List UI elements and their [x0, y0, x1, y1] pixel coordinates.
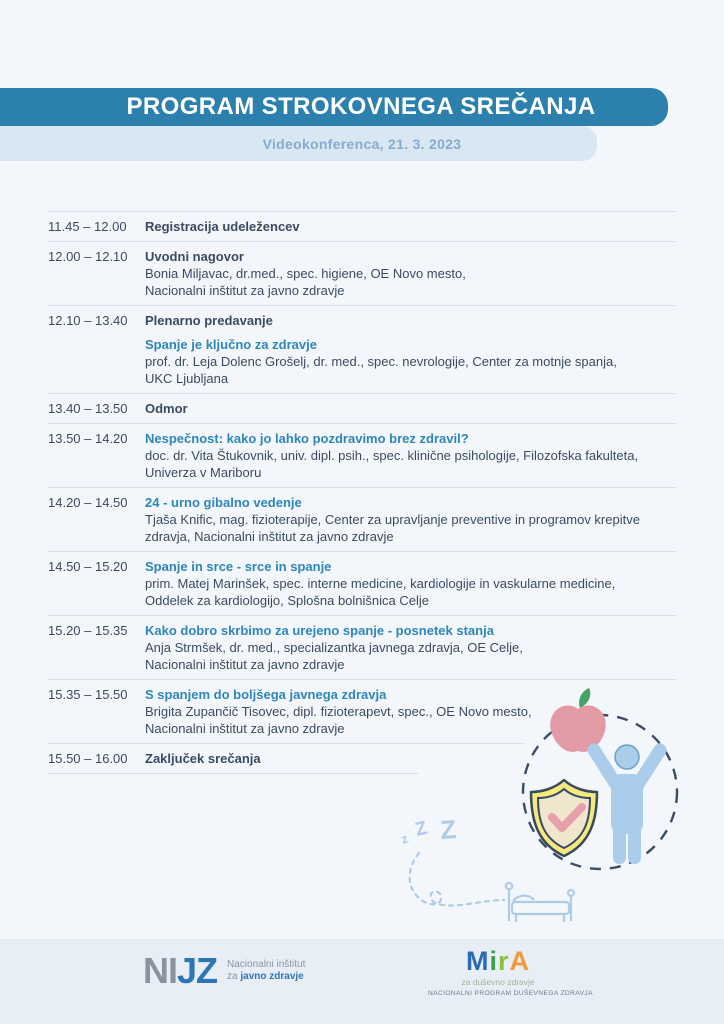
speaker-line: zdravja, Nacionalni inštitut za javno zdravje [145, 529, 394, 544]
agenda-time: 13.40 – 13.50 [48, 401, 128, 416]
agenda-title: 24 - urno gibalno vedenje [145, 495, 302, 510]
speaker-line: Univerza v Mariboru [145, 465, 262, 480]
svg-text:z: z [398, 830, 411, 847]
agenda-time: 13.50 – 14.20 [48, 431, 128, 446]
speaker-line: Bonia Miljavac, dr.med., spec. higiene, OE Novo mesto, [145, 266, 466, 281]
agenda-row-body [145, 686, 676, 737]
mira-logo [428, 946, 593, 997]
agenda-title: Odmor [145, 401, 188, 416]
agenda-time: 15.50 – 16.00 [48, 751, 128, 766]
agenda-row [48, 424, 676, 487]
nijz-wordmark: NIJZ [143, 950, 218, 991]
agenda-time: 14.20 – 14.50 [48, 495, 128, 510]
speaker-line: Brigita Zupančič Tisovec, dipl. fizioterapevt, spec., OE Novo mesto, [145, 704, 532, 719]
agenda-row [48, 680, 676, 743]
agenda-time: 12.00 – 12.10 [48, 249, 128, 264]
agenda-time: 15.20 – 15.35 [48, 623, 128, 638]
sleep-zzz-icon [399, 814, 457, 847]
bed-icon [506, 883, 574, 922]
svg-text:Z: Z [439, 813, 458, 845]
agenda-title: S spanjem do boljšega javnega zdravja [145, 687, 387, 702]
shield-check-icon [531, 780, 597, 856]
speaker-line: Tjaša Knific, mag. fizioterapije, Center za upravljanje preventive in programov krepitve [145, 512, 640, 527]
agenda-row [48, 552, 676, 615]
speaker-line: doc. dr. Vita Štukovnik, univ. dipl. psih., spec. klinične psihologije, Filozofska fakulteta, [145, 448, 639, 463]
agenda-row-body [145, 494, 676, 545]
event-subtitle: Videokonferenca, 21. 3. 2023 [262, 135, 462, 152]
speaker-line: Nacionalni inštitut za javno zdravje [145, 657, 345, 672]
agenda-time: 12.10 – 13.40 [48, 313, 128, 328]
agenda-row-body [145, 400, 676, 417]
agenda-row [48, 744, 676, 773]
agenda-row [48, 616, 676, 679]
mira-program-name: NACIONALNI PROGRAM DUŠEVNEGA ZDRAVJA [428, 990, 593, 997]
agenda-title: Registracija udeležencev [145, 219, 300, 234]
agenda-title: Kako dobro skrbimo za urejeno spanje - posnetek stanja [145, 623, 494, 638]
mira-tagline: za duševno zdravje [461, 977, 535, 987]
speaker-line: prof. dr. Leja Dolenc Grošelj, dr. med., spec. nevrologije, Center za motnje spanja, [145, 354, 617, 369]
nijz-logo-text: Nacionalni inštitut za javno zdravje [227, 959, 306, 982]
dashed-trail [410, 853, 504, 906]
mira-letter: A [509, 946, 531, 976]
agenda-title: Zaključek srečanja [145, 751, 261, 766]
speaker-line: UKC Ljubljana [145, 371, 229, 386]
footer [0, 939, 724, 1024]
mira-letter: M [465, 946, 490, 976]
speaker-line: Nacionalni inštitut za javno zdravje [145, 283, 345, 298]
agenda-row-body [145, 218, 676, 235]
row-divider [48, 773, 418, 774]
mira-wordmark [428, 947, 568, 975]
speaker-line: Oddelek za kardiologijo, Splošna bolnišnica Celje [145, 593, 430, 608]
agenda-title: Uvodni nagovor [145, 249, 244, 264]
agenda [48, 211, 676, 774]
agenda-row-body [145, 430, 676, 481]
agenda-row-body [145, 248, 676, 299]
agenda-row-body [145, 750, 676, 767]
agenda-time: 15.35 – 15.50 [48, 687, 128, 702]
svg-text:Z: Z [413, 817, 430, 841]
subheader-bar [0, 126, 597, 161]
mira-letter: i [489, 946, 498, 976]
page-title: PROGRAM STROKOVNEGA SREČANJA [126, 93, 596, 120]
agenda-row-body [145, 622, 676, 673]
nijz-logo [143, 950, 306, 991]
agenda-row [48, 212, 676, 241]
talk-title: Spanje je ključno za zdravje [145, 337, 317, 352]
agenda-title: Spanje in srce - srce in spanje [145, 559, 332, 574]
agenda-title: Plenarno predavanje [145, 313, 273, 328]
agenda-time: 11.45 – 12.00 [48, 219, 127, 234]
agenda-row [48, 394, 676, 423]
header-bar [0, 88, 668, 126]
speaker-line: Nacionalni inštitut za javno zdravje [145, 721, 345, 736]
agenda-title: Nespečnost: kako jo lahko pozdravimo brez zdravil? [145, 431, 469, 446]
speaker-line: Anja Strmšek, dr. med., specializantka javnega zdravja, OE Celje, [145, 640, 523, 655]
agenda-row-body [145, 558, 676, 609]
agenda-row [48, 242, 676, 305]
mira-letter: r [498, 946, 510, 976]
speaker-line: prim. Matej Marinšek, spec. interne medicine, kardiologije in vaskularne medicine, [145, 576, 616, 591]
agenda-row [48, 488, 676, 551]
agenda-row-body [145, 312, 676, 387]
agenda-time: 14.50 – 15.20 [48, 559, 128, 574]
agenda-row [48, 306, 676, 393]
